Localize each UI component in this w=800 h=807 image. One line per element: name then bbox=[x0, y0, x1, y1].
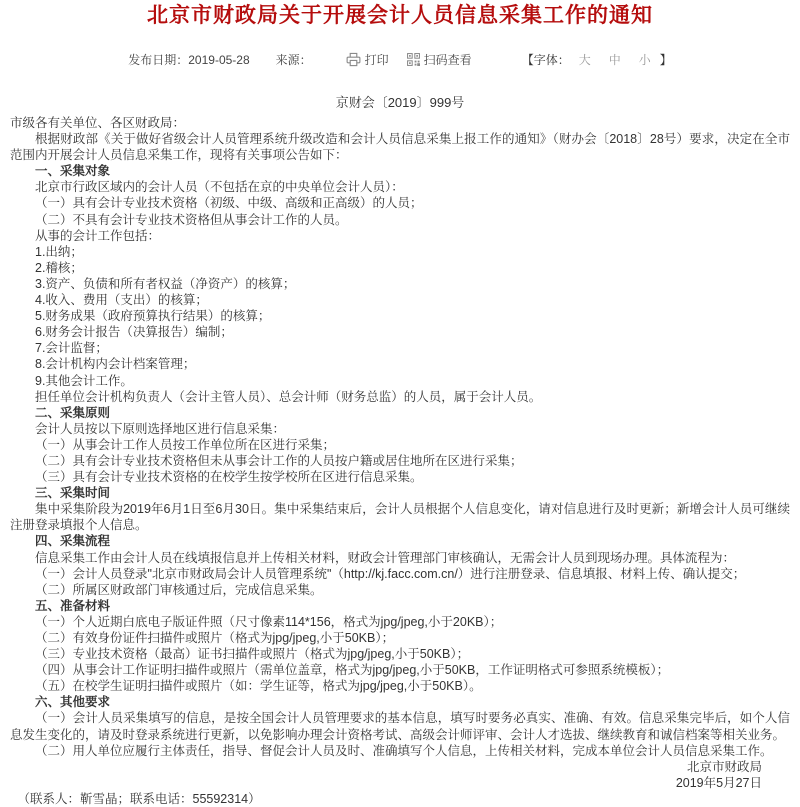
paragraph: （二）所属区财政部门审核通过后，完成信息采集。 bbox=[35, 582, 323, 597]
paragraph: 担任单位会计机构负责人（会计主管人员）、总会计师（财务总监）的人员，属于会计人员。 bbox=[35, 389, 542, 404]
section-1-heading: 一、采集对象 bbox=[35, 164, 111, 179]
publish-date-value: 2019-05-28 bbox=[188, 52, 250, 67]
publish-date bbox=[128, 51, 249, 68]
section-5-heading: 五、准备材料 bbox=[35, 598, 111, 613]
source-label: 来源： bbox=[275, 52, 312, 67]
paragraph: （一）从事会计工作人员按工作单位所在区进行采集； bbox=[35, 437, 336, 452]
font-size-label: 【字体： bbox=[521, 52, 570, 67]
page-title: 北京市财政局关于开展会计人员信息采集工作的通知 bbox=[147, 4, 653, 27]
list-item: 8.会计机构内会计档案管理； bbox=[35, 357, 196, 372]
document-number: 京财会〔2019〕999号 bbox=[335, 95, 465, 110]
print-button[interactable] bbox=[346, 51, 389, 68]
signature-org: 北京市财政局 bbox=[686, 759, 762, 774]
notice-body bbox=[0, 115, 800, 807]
list-item: 1.出纳； bbox=[35, 244, 83, 259]
paragraph: （三）具有会计专业技术资格的在校学生按学校所在区进行信息采集。 bbox=[35, 470, 423, 485]
paragraph: （一）具有会计专业技术资格（初级、中级、高级和正高级）的人员； bbox=[35, 196, 423, 211]
scan-qr-button[interactable] bbox=[407, 51, 472, 68]
list-item: 4.收入、费用（支出）的核算； bbox=[35, 293, 208, 308]
list-item: 7.会计监督； bbox=[35, 341, 108, 356]
paragraph: （二）不具有会计专业技术资格但从事会计工作的人员。 bbox=[35, 212, 348, 227]
list-item: 6.财务会计报告（决算报告）编制； bbox=[35, 325, 233, 340]
font-size-large[interactable]: 大 bbox=[578, 52, 591, 67]
font-size-small[interactable]: 小 bbox=[638, 52, 651, 67]
section-4-heading: 四、采集流程 bbox=[35, 534, 111, 549]
salutation: 市级各有关单位、各区财政局： bbox=[10, 116, 186, 130]
paragraph: 会计人员按以下原则选择地区进行信息采集： bbox=[35, 421, 286, 436]
signature-block bbox=[10, 759, 790, 791]
paragraph: （一）会计人员采集填写的信息，是按全国会计人员管理要求的基本信息，填写时要务必真实、准确、有效。信息采集完毕后，如个人信息发生变化的，请及时登录系统进行更新，以免影响办理会计资格考试、高级会计师评审、会计人才选拔、继续教育和诚信档案等相关业务。 bbox=[10, 711, 790, 742]
print-label: 打印 bbox=[364, 52, 389, 67]
signature-date: 2019年5月27日 bbox=[675, 775, 762, 790]
paragraph: （一）个人近期白底电子版证件照（尺寸像素114*156，格式为jpg/jpeg,小于20KB）； bbox=[35, 614, 503, 629]
paragraph: （三）专业技术资格（最高）证书扫描件或照片（格式为jpg/jpeg,小于50KB）； bbox=[35, 647, 470, 662]
paragraph: 北京市行政区域内的会计人员（不包括在京的中央单位会计人员）： bbox=[35, 180, 404, 195]
paragraph: （四）从事会计工作证明扫描件或照片（需单位盖章，格式为jpg/jpeg,小于50KB，工作证明格式可参照系统模板）； bbox=[35, 663, 670, 678]
qr-code-icon bbox=[407, 53, 420, 66]
paragraph: 信息采集工作由会计人员在线填报信息并上传相关材料，财政会计管理部门审核确认，无需会计人员到现场办理。具体流程为： bbox=[35, 550, 736, 565]
paragraph: （一）会计人员登录"北京市财政局会计人员管理系统"（http://kj.facc.com.cn/）进行注册登录、信息填报、材料上传、确认提交； bbox=[35, 566, 746, 581]
list-item: 2.稽核； bbox=[35, 260, 83, 275]
list-item: 3.资产、负债和所有者权益（净资产）的核算； bbox=[35, 276, 296, 291]
list-item: 5.财务成果（政府预算执行结果）的核算； bbox=[35, 309, 271, 324]
paragraph: （二）用人单位应履行主体责任，指导、督促会计人员及时、准确填写个人信息，上传相关材料，完成本单位会计人员信息采集工作。 bbox=[35, 743, 773, 758]
section-6-heading: 六、其他要求 bbox=[35, 695, 111, 710]
paragraph: （二）有效身份证件扫描件或照片（格式为jpg/jpeg,小于50KB）； bbox=[35, 631, 395, 645]
intro-paragraph: 根据财政部《关于做好省级会计人员管理系统升级改造和会计人员信息采集上报工作的通知》（财办会〔2018〕28号）要求，决定在全市范围内开展会计人员信息采集工作，现将有关事项公告如下： bbox=[10, 132, 790, 163]
scan-label: 扫码查看 bbox=[423, 52, 472, 67]
font-size-medium[interactable]: 中 bbox=[608, 52, 621, 67]
printer-icon bbox=[346, 52, 361, 67]
paragraph: 集中采集阶段为2019年6月1日至6月30日。集中采集结束后，会计人员根据个人信息变化，请对信息进行及时更新；新增会计人员可继续注册登录填报个人信息。 bbox=[10, 502, 790, 533]
list-item: 9.其他会计工作。 bbox=[35, 373, 133, 388]
paragraph: （二）具有会计专业技术资格但未从事会计工作的人员按户籍或居住地所在区进行采集； bbox=[35, 453, 523, 468]
font-size-bracket-close: 】 bbox=[659, 52, 672, 67]
font-size-control bbox=[522, 51, 672, 68]
section-2-heading: 二、采集原则 bbox=[35, 405, 111, 420]
meta-bar bbox=[0, 51, 800, 67]
section-3-heading: 三、采集时间 bbox=[35, 486, 111, 501]
paragraph: 从事的会计工作包括： bbox=[35, 228, 161, 243]
contact-line: （联系人：靳雪晶；联系电话：55592314） bbox=[17, 791, 261, 806]
publish-date-label: 发布日期： bbox=[128, 52, 189, 67]
paragraph: （五）在校学生证明扫描件或照片（如：学生证等，格式为jpg/jpeg,小于50KB）。 bbox=[35, 679, 482, 694]
